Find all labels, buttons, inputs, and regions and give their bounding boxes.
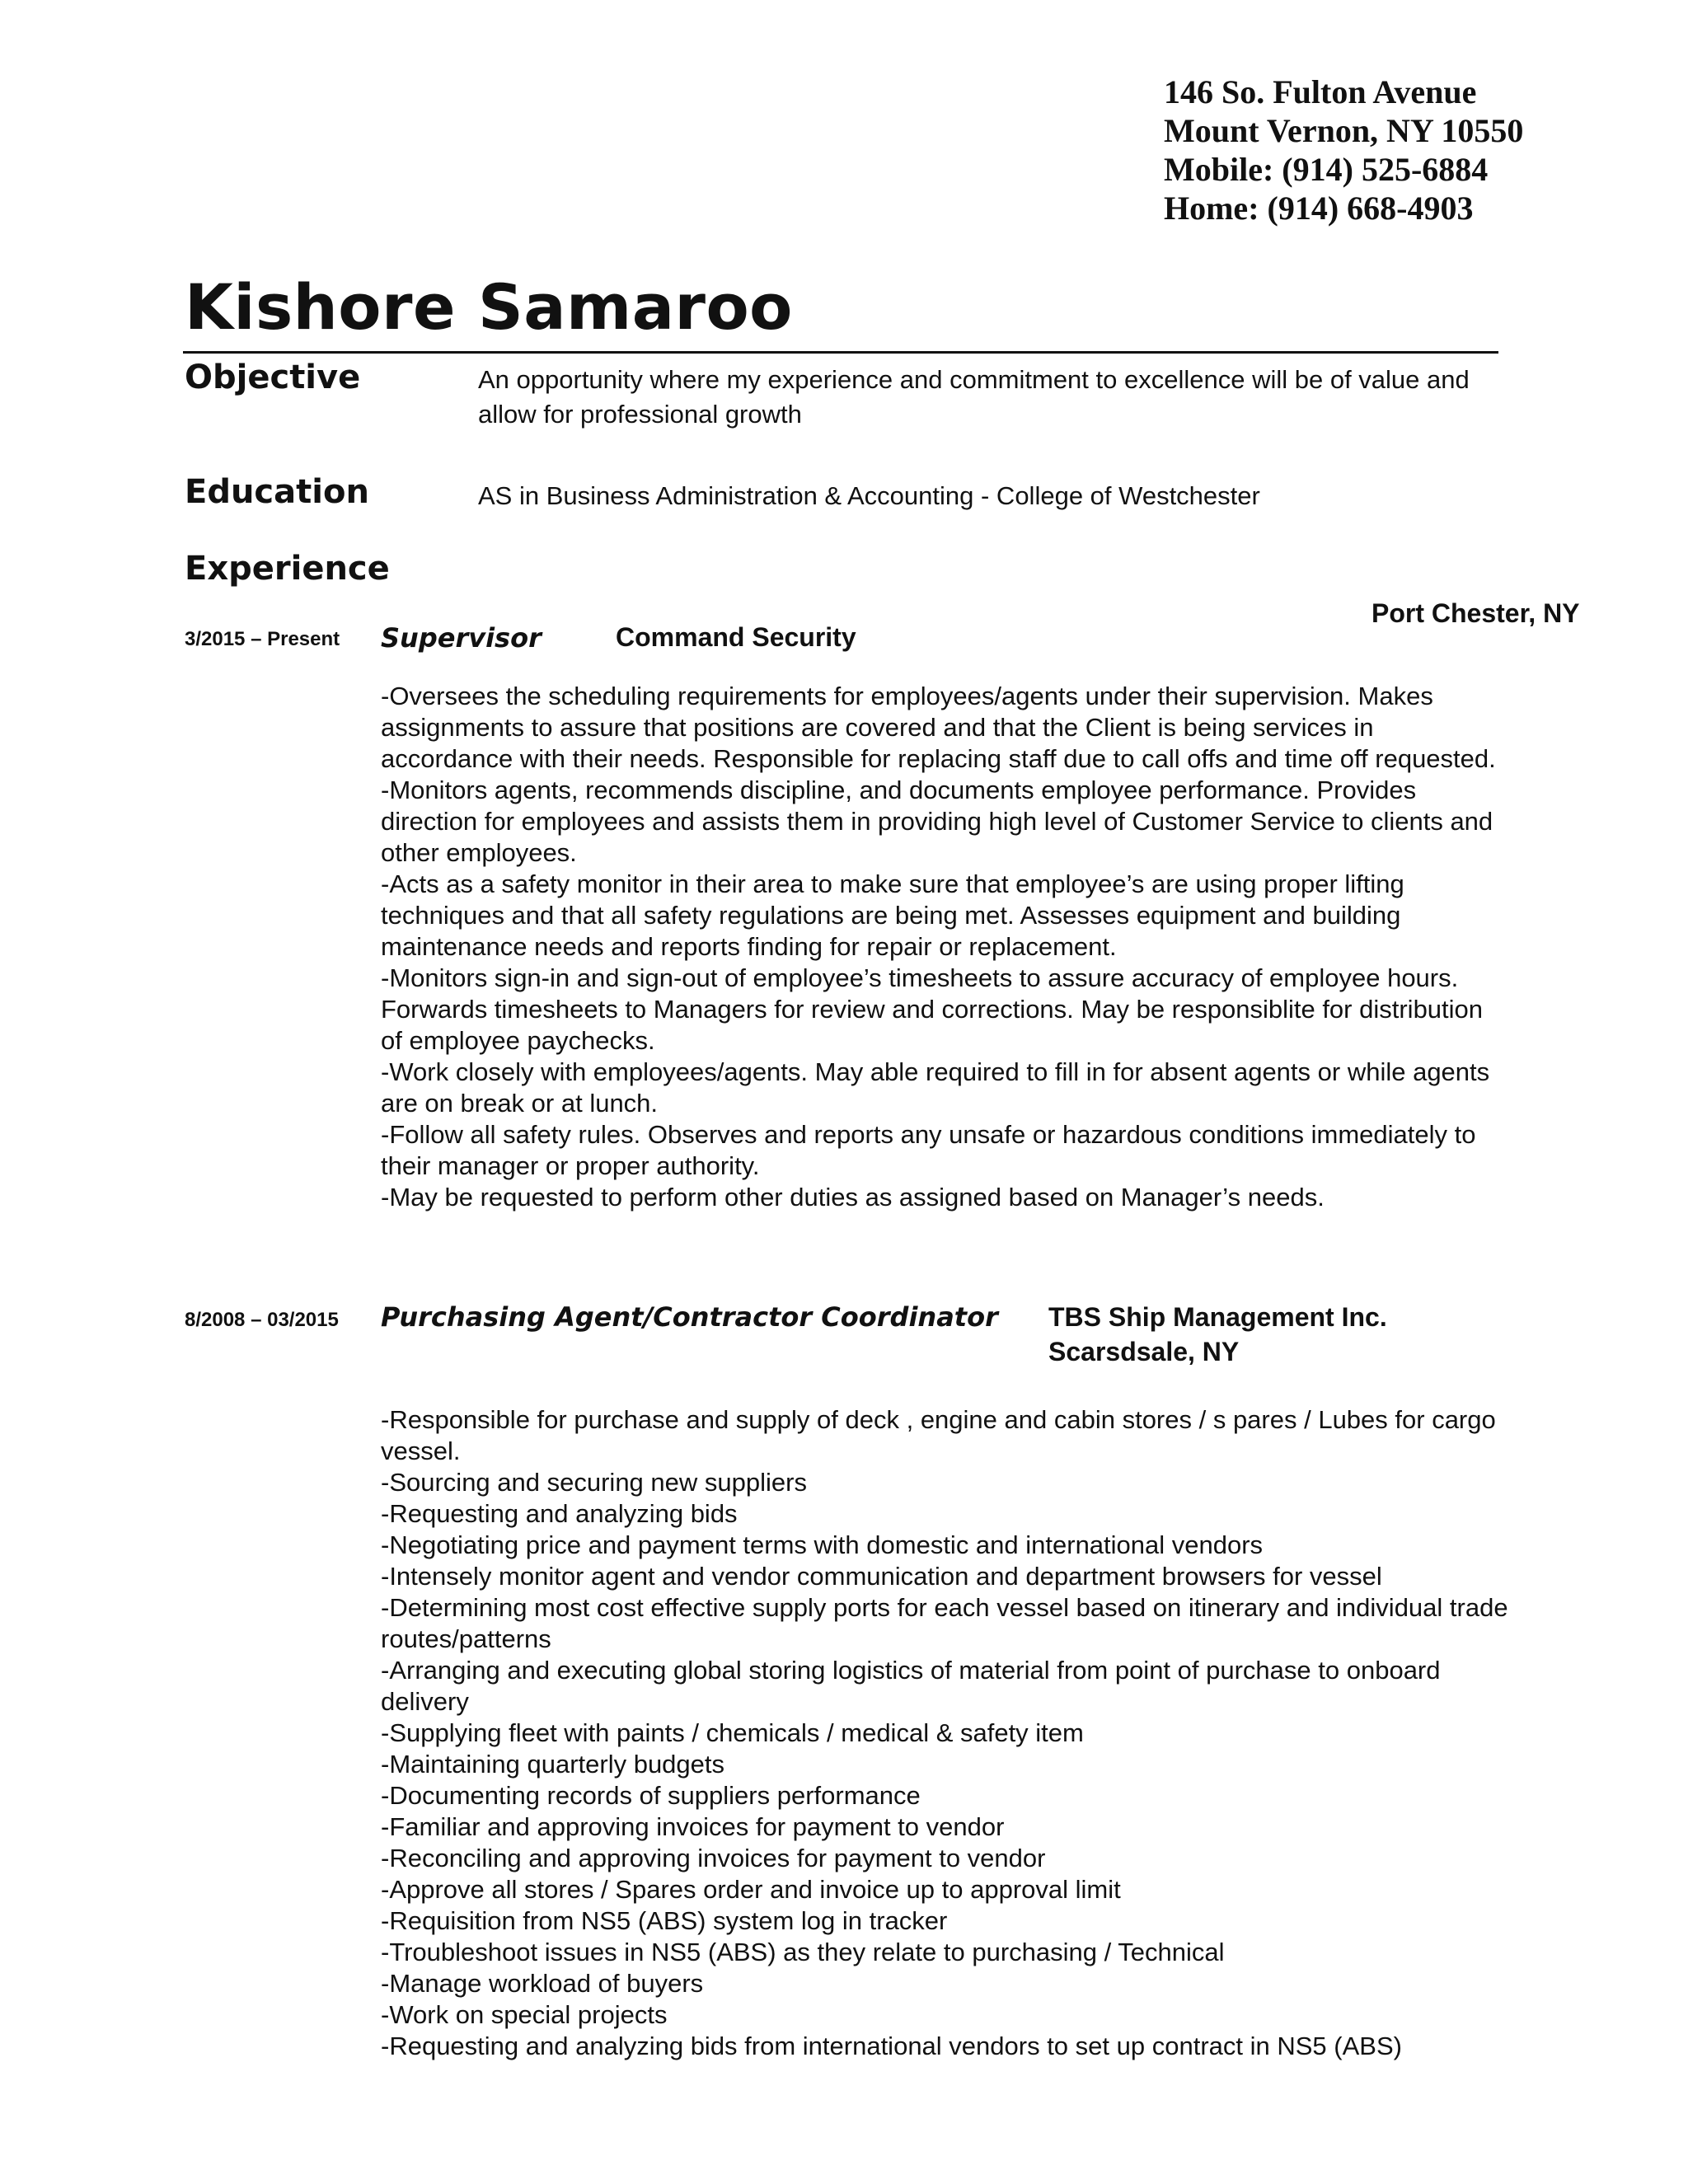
duty-item: -Manage workload of buyers <box>381 1969 704 1998</box>
job-dates: 8/2008 – 03/2015 <box>185 1309 339 1331</box>
duty-item: -Supplying fleet with paints / chemicals / medical & safety item <box>381 1718 1084 1747</box>
street-address: 146 So. Fulton Avenue <box>1164 73 1477 110</box>
duty-item: -Intensely monitor agent and vendor communication and department browsers for vessel <box>381 1562 1382 1591</box>
job-title: Purchasing Agent/Contractor Coordinator <box>381 1301 998 1333</box>
duty-item: -Requesting and analyzing bids <box>381 1499 738 1528</box>
objective-heading: Objective <box>185 359 361 396</box>
experience-heading: Experience <box>185 550 390 588</box>
duty-item: -Negotiating price and payment terms with domestic and international vendors <box>381 1530 1264 1559</box>
job-dates: 3/2015 – Present <box>185 628 340 650</box>
education-text: AS in Business Administration & Accounting - College of Westchester <box>478 481 1260 510</box>
duty-item: -Maintaining quarterly budgets <box>381 1750 725 1779</box>
duty-item: -Requesting and analyzing bids from international vendors to set up contract in NS5 (ABS) <box>381 2032 1402 2060</box>
duty-item: -Troubleshoot issues in NS5 (ABS) as they relate to purchasing / Technical <box>381 1938 1225 1966</box>
candidate-name: Kishore Samaroo <box>185 270 793 344</box>
duty-item: -Familiar and approving invoices for payment to vendor <box>381 1812 1005 1841</box>
job-company: Command Security <box>616 622 856 652</box>
home-phone: Home: (914) 668-4903 <box>1164 190 1474 227</box>
city-state-zip: Mount Vernon, NY 10550 <box>1164 112 1524 149</box>
duty-item: -Reconciling and approving invoices for payment to vendor <box>381 1844 1046 1872</box>
job-location: Scarsdsale, NY <box>1048 1337 1240 1366</box>
duty-item: -May be requested to perform other duties as assigned based on Manager’s needs. <box>381 1183 1325 1212</box>
duty-item: -Requisition from NS5 (ABS) system log in tracker <box>381 1906 948 1935</box>
duty-item: -Oversees the scheduling requirements for employees/agents under their supervision. Makes assignments to assure that positions are covered and that the Client is being services in accordance with their needs. Responsible for replacing staff due to call offs and time off requested. <box>381 682 1496 773</box>
duty-item: -Determining most cost effective supply ports for each vessel based on itinerary and individual trade routes/patterns <box>381 1593 1508 1653</box>
duty-item: -Work closely with employees/agents. May able required to fill in for absent agents or while agents are on break or at lunch. <box>381 1057 1490 1118</box>
header-divider <box>183 351 1498 354</box>
duty-item: -Documenting records of suppliers performance <box>381 1781 921 1810</box>
duty-item: -Sourcing and securing new suppliers <box>381 1468 807 1497</box>
duty-item: -Monitors agents, recommends discipline, and documents employee performance. Provides direction for employees and assists them in providing high level of Customer Service to clients and other employees. <box>381 776 1493 867</box>
duty-item: -Approve all stores / Spares order and invoice up to approval limit <box>381 1875 1121 1904</box>
mobile-phone: Mobile: (914) 525-6884 <box>1164 151 1489 188</box>
job-location: Port Chester, NY <box>1372 598 1580 628</box>
objective-text: An opportunity where my experience and commitment to excellence will be of value and allow for professional growth <box>478 365 1470 429</box>
duty-item: -Follow all safety rules. Observes and reports any unsafe or hazardous conditions immediately to their manager or proper authority. <box>381 1120 1476 1180</box>
contact-block <box>1164 73 1523 227</box>
duty-item: -Arranging and executing global storing logistics of material from point of purchase to onboard delivery <box>381 1656 1441 1716</box>
duty-item: -Responsible for purchase and supply of deck , engine and cabin stores / s pares / Lubes for cargo vessel. <box>381 1405 1496 1465</box>
job-duties <box>381 1404 1508 2062</box>
duty-item: -Monitors sign-in and sign-out of employee’s timesheets to assure accuracy of employee hours. Forwards timesheets to Managers for review and corrections. May be responsiblite for distribution of employee paychecks. <box>381 963 1484 1055</box>
duty-item: -Work on special projects <box>381 2000 668 2029</box>
education-heading: Education <box>185 473 369 511</box>
duty-item: -Acts as a safety monitor in their area to make sure that employee’s are using proper lifting techniques and that all safety regulations are being met. Assesses equipment and building maintenance needs and reports finding for repair or replacement. <box>381 869 1404 961</box>
job-company: TBS Ship Management Inc. <box>1048 1302 1387 1332</box>
job-title: Supervisor <box>381 622 542 654</box>
job-duties <box>381 681 1508 1213</box>
